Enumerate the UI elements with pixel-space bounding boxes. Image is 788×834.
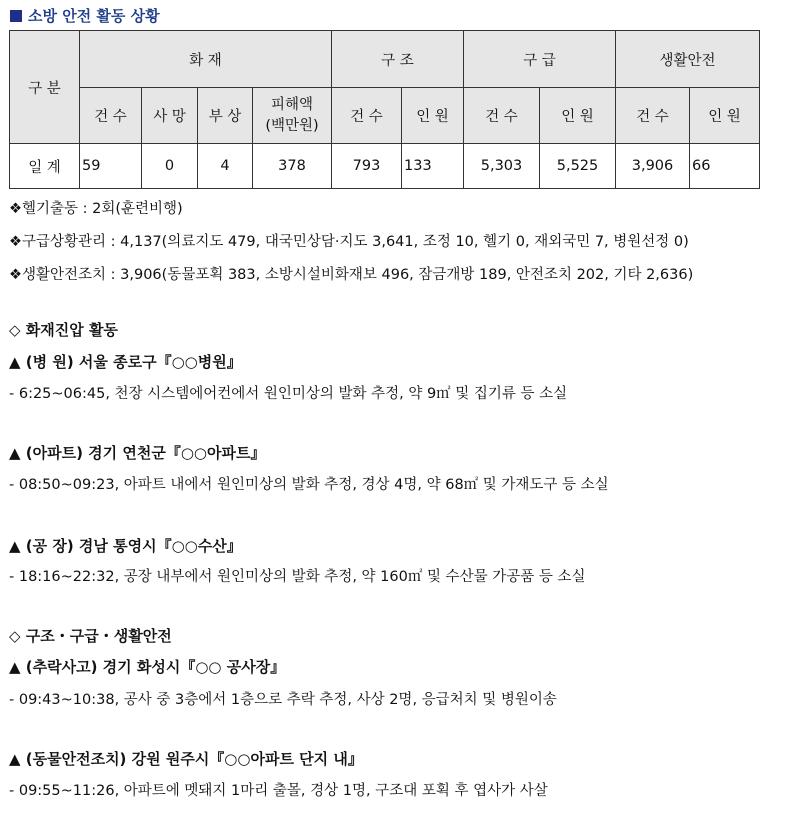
table-header-row-1 [10,31,760,88]
header-fire-injury: 부 상 [198,88,253,144]
row-label: 일 계 [10,144,80,189]
fire-count-cell: 59 [80,144,142,189]
table-row [10,144,760,189]
fire-item-1-title: ▲ (병 원) 서울 종로구『○○병원』 [9,353,242,371]
header-rescue: 구 조 [332,31,464,88]
rescue-item-1-title: ▲ (추락사고) 경기 화성시『○○ 공사장』 [9,658,286,676]
notes-block [9,197,693,296]
note-ems-management: ❖구급상황관리 : 4,137(의료지도 479, 대국민상담·지도 3,641, 조정 10, 헬기 0, 재외국민 7, 병원선정 0) [9,234,689,250]
square-bullet-icon [10,10,22,22]
rescue-people-cell: 133 [402,144,464,189]
rescue-count-cell: 793 [332,144,402,189]
header-safety-count: 건 수 [616,88,690,144]
header-safety: 생활안전 [616,31,760,88]
fire-item-3-desc: - 18:16~22:32, 공장 내부에서 원인미상의 발화 추정, 약 160㎡ 및 수산물 가공품 등 소실 [9,569,586,585]
header-ems-people: 인 원 [540,88,616,144]
fire-damage-cell: 378 [253,144,332,189]
ems-count-cell: 5,303 [464,144,540,189]
fire-item-2-desc: - 08:50~09:23, 아파트 내에서 원인미상의 발화 추정, 경상 4명, 약 68㎡ 및 가재도구 등 소실 [9,477,609,493]
header-fire: 화 재 [80,31,332,88]
header-fire-damage-line2: (백만원) [265,117,319,134]
note-helicopter: ❖헬기출동 : 2회(훈련비행) [9,201,183,217]
stats-table [9,30,760,189]
section-fire-heading: ◇ 화재진압 활동 [9,321,118,339]
rescue-item-2-desc: - 09:55~11:26, 아파트에 멧돼지 1마리 출몰, 경상 1명, 구조대 포획 후 엽사가 사살 [9,783,548,799]
header-safety-people: 인 원 [690,88,760,144]
section-rescue-heading: ◇ 구조・구급・생활안전 [9,627,172,645]
safety-count-cell: 3,906 [616,144,690,189]
rescue-item-2-title: ▲ (동물안전조치) 강원 원주시『○○아파트 단지 내』 [9,750,363,768]
fire-item-1-desc: - 6:25~06:45, 천장 시스템에어컨에서 원인미상의 발화 추정, 약 9㎡ 및 집기류 등 소실 [9,386,568,402]
rescue-item-1-desc: - 09:43~10:38, 공사 중 3층에서 1층으로 추락 추정, 사상 2명, 응급처치 및 병원이송 [9,692,557,708]
fire-item-3-title: ▲ (공 장) 경남 통영시『○○수산』 [9,537,242,555]
table-header-row-2 [10,88,760,144]
header-rescue-count: 건 수 [332,88,402,144]
note-safety-actions: ❖생활안전조치 : 3,906(동물포획 383, 소방시설비화재보 496, 잠금개방 189, 안전조치 202, 기타 2,636) [9,267,694,283]
header-fire-death: 사 망 [142,88,198,144]
fire-death-cell: 0 [142,144,198,189]
header-ems-count: 건 수 [464,88,540,144]
page-title-text: 소방 안전 활동 상황 [28,7,160,25]
header-fire-damage [253,88,332,144]
header-rescue-people: 인 원 [402,88,464,144]
header-fire-count: 건 수 [80,88,142,144]
page-title [10,5,160,26]
ems-people-cell: 5,525 [540,144,616,189]
fire-item-2-title: ▲ (아파트) 경기 연천군『○○아파트』 [9,444,266,462]
safety-people-cell: 66 [690,144,760,189]
header-fire-damage-line1: 피해액 [270,96,314,113]
header-category: 구 분 [10,31,80,144]
header-ems: 구 급 [464,31,616,88]
fire-injury-cell: 4 [198,144,253,189]
